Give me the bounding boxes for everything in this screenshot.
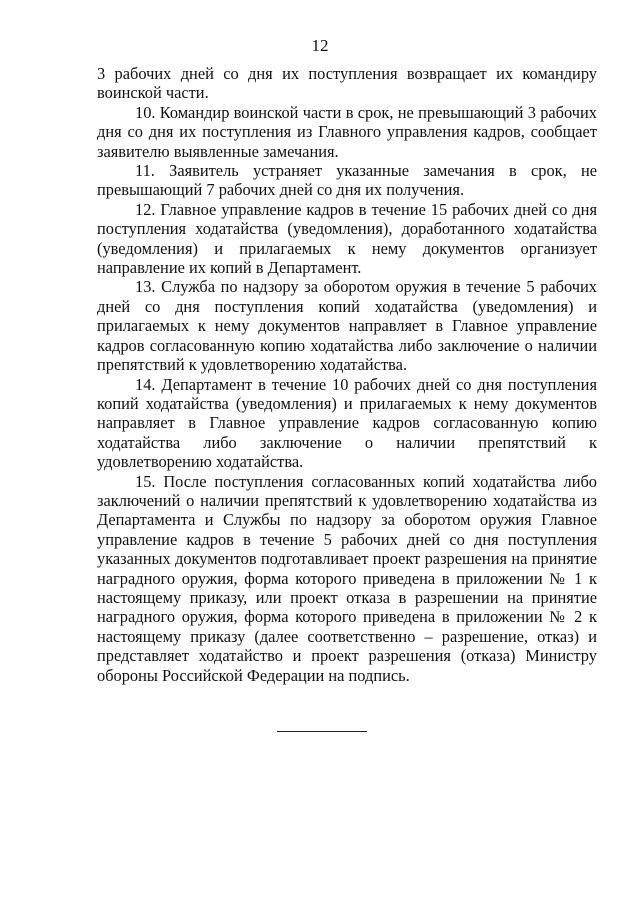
paragraph-item-14: 14. Департамент в течение 10 рабочих дней со дня поступления копий ходатайства (уведомления) и прилагаемых к нему документов направляет в Главное управление кадров согласованную копию ходатайства либо заключение о наличии препятствий к удовлетворению ходатайства.: [97, 374, 597, 472]
end-divider-line: [277, 731, 367, 732]
paragraph-item-10: 10. Командир воинской части в срок, не превышающий 3 рабочих дня со дня их поступления из Главного управления кадров, сообщает заявителю выявленные замечания.: [97, 102, 597, 161]
paragraph-item-11: 11. Заявитель устраняет указанные замечания в срок, не превышающий 7 рабочих дней со дня их получения.: [97, 161, 597, 200]
paragraph-item-15: 15. После поступления согласованных копий ходатайства либо заключений о наличии препятствий к удовлетворению ходатайства из Департамента и Службы по надзору за оборотом оружия Главное управление кадров в течение 5 рабочих дней со дня поступления указанных документов подготавливает проект разрешения на принятие наградного оружия, форма которого приведена в приложении № 1 к настоящему приказу, или проект отказа в разрешении на принятие наградного оружия, форма которого приведена в приложении № 2 к настоящему приказу (далее соответственно – разрешение, отказ) и представляет ходатайство и проект разрешения (отказа) Министру обороны Российской Федерации на подпись.: [97, 471, 597, 685]
page-number: 12: [311, 36, 329, 55]
paragraph-item-12: 12. Главное управление кадров в течение 15 рабочих дней со дня поступления ходатайства (уведомления), доработанного ходатайства (уведомления) и прилагаемых к нему документов организует направление их копий в Департамент.: [97, 199, 597, 278]
paragraph-continuation: 3 рабочих дней со дня их поступления возвращает их командиру воинской части.: [97, 64, 597, 103]
paragraph-item-13: 13. Служба по надзору за оборотом оружия в течение 5 рабочих дней со дня поступления копий ходатайства (уведомления) и прилагаемых к нему документов направляет в Главное управление кадров согласованную копию ходатайства либо заключение о наличии препятствий к удовлетворению ходатайства.: [97, 277, 597, 375]
document-body: [97, 64, 597, 685]
